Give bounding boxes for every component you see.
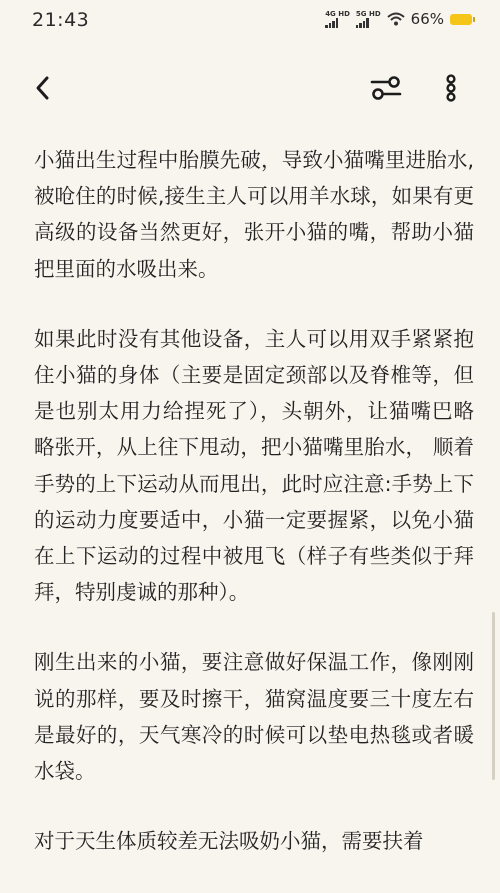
back-button[interactable] — [30, 72, 60, 104]
article-content — [34, 142, 474, 893]
paragraph-4: 对于天生体质较差无法吸奶小猫，需要扶着 — [34, 829, 424, 854]
signal-5g-label: 5G HD — [355, 9, 381, 18]
status-icons — [325, 10, 472, 28]
toolbar — [0, 60, 500, 116]
scrollbar-thumb[interactable] — [492, 612, 495, 780]
signal-4g-icon — [325, 11, 350, 28]
status-bar — [0, 0, 500, 40]
signal-4g-label: 4G HD — [325, 9, 350, 18]
paragraph-3: 刚生出来的小猫，要注意做好保温工作，像刚刚说的那样，要及时擦干，猫窝温度要三十度左右是最好的，天气寒冷的时候可以垫电热毯或者暖水袋。 — [34, 650, 474, 784]
more-options-button[interactable] — [438, 72, 464, 104]
battery-icon — [450, 14, 472, 25]
status-time: 21:43 — [32, 9, 90, 31]
chevron-left-icon — [30, 72, 60, 104]
settings-sliders-icon — [368, 72, 404, 104]
wifi-icon — [387, 12, 405, 26]
paragraph-1: 小猫出生过程中胎膜先破，导致小猫嘴里进胎水,被呛住的时候,接生主人可以用羊水球，如果有更高级的设备当然更好，张开小猫的嘴，帮助小猫把里面的水吸出来。 — [34, 148, 474, 281]
signal-5g-icon — [356, 11, 381, 28]
battery-percent: 66% — [410, 10, 444, 28]
settings-button[interactable] — [368, 72, 404, 104]
more-vertical-icon — [438, 72, 464, 104]
paragraph-2: 如果此时没有其他设备，主人可以用双手紧紧抱住小猫的身体（主要是固定颈部以及脊椎等，但是也别太用力给捏死了），头朝外，让猫嘴巴略略张开，从上往下甩动，把小猫嘴里胎水， 顺着手势的上下运动从而甩出，此时应注意:手势上下的运动力度要适中，小猫一定要握紧，以免小猫在上下运动的过程中被甩飞（样子有些类似于拜拜，特别虔诚的那种）。 — [34, 326, 474, 605]
